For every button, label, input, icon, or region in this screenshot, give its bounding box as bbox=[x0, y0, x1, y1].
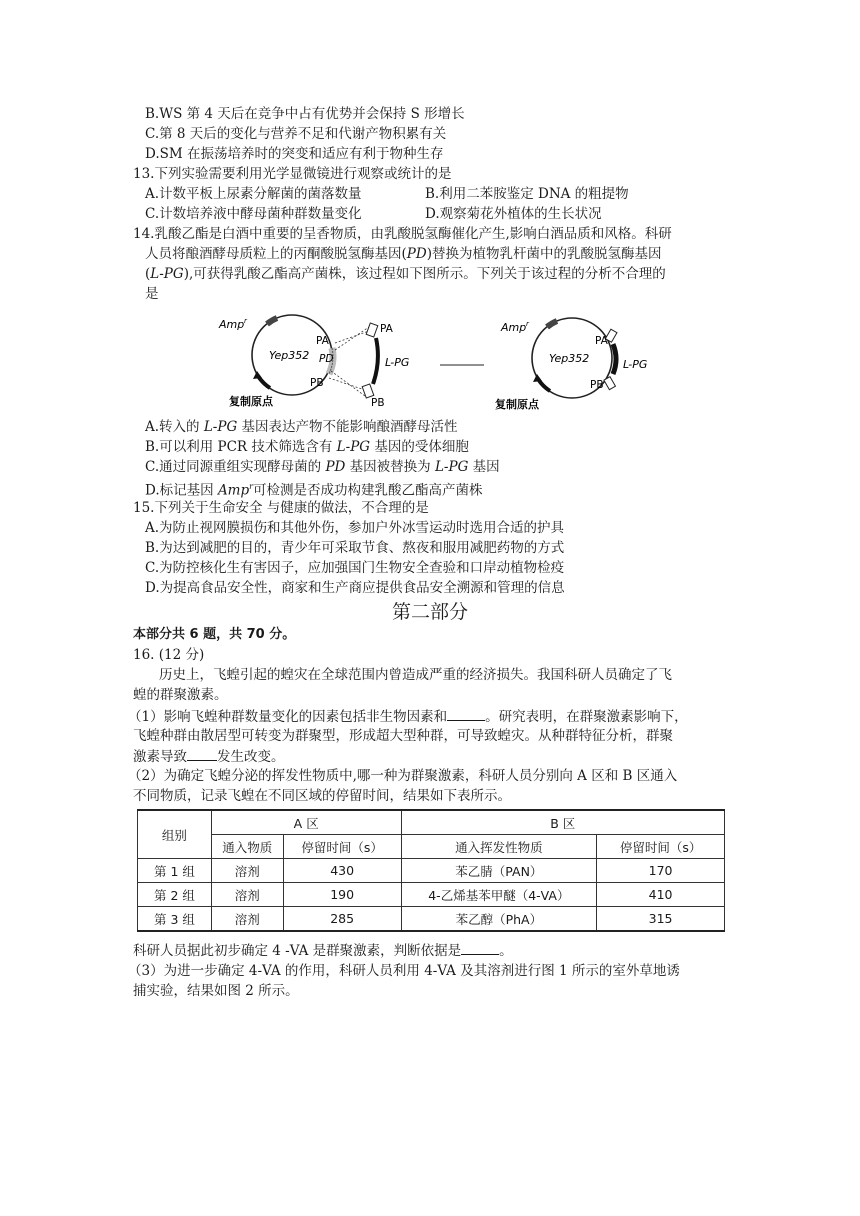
part2-title: 第二部分 bbox=[391, 601, 468, 623]
q14-stem-line3 bbox=[145, 264, 666, 284]
answer-blank[interactable] bbox=[447, 706, 485, 721]
left-plasmid bbox=[218, 315, 409, 409]
right-pa-label: PA bbox=[595, 335, 608, 347]
q14-text: ),可获得乳酸乙酯高产菌株，该过程如下图所示。下列关于该过程的分析不合理的 bbox=[183, 266, 666, 282]
left-pd-label: PD bbox=[319, 353, 334, 365]
right-lpg-label: L-PG bbox=[623, 358, 648, 371]
q14-text: )替换为植物乳杆菌中的乳酸脱氢酶基因 bbox=[426, 246, 662, 262]
left-amp-sup: r bbox=[244, 317, 247, 325]
right-plasmid bbox=[495, 318, 647, 411]
table-subheader-row bbox=[138, 835, 725, 859]
cell-b-substance: 苯乙腈（PAN） bbox=[401, 859, 597, 883]
q14-opt-text: 基因表达产物不能影响酿酒酵母活性 bbox=[237, 419, 458, 435]
q16-text: 发生改变。 bbox=[217, 749, 285, 765]
q14-opt-text: 基因被替换为 bbox=[345, 459, 435, 475]
cell-b-time: 410 bbox=[597, 883, 725, 907]
q14-opt-text: 基因的受体细胞 bbox=[370, 439, 469, 455]
crossover-line bbox=[335, 327, 369, 350]
cell-a-time: 285 bbox=[283, 907, 401, 932]
q14-opt-gene: Amp bbox=[217, 482, 250, 499]
left-ori-arrow bbox=[253, 371, 262, 379]
right-pb-box bbox=[604, 377, 616, 390]
cell-a-substance: 溶剂 bbox=[211, 859, 283, 883]
donor-lpg-gene bbox=[373, 338, 378, 384]
crossover-line bbox=[331, 371, 365, 396]
left-pa-label: PA bbox=[316, 335, 329, 347]
left-amp-label: Amp bbox=[219, 318, 245, 331]
q14-option-b bbox=[145, 437, 469, 457]
q14-opt-gene: L-PG bbox=[434, 459, 469, 475]
header-a-time: 停留时间（s） bbox=[283, 835, 401, 859]
q15-option-a: A.为防止视网膜损伤和其他外伤，参加户外冰雪运动时选用合适的护具 bbox=[145, 520, 565, 536]
answer-blank[interactable] bbox=[461, 940, 499, 955]
q14-opt-gene: L-PG bbox=[336, 439, 371, 455]
table-row bbox=[138, 907, 725, 932]
donor-pa-label: PA bbox=[380, 323, 393, 335]
header-b-substance: 通入挥发性物质 bbox=[401, 835, 597, 859]
right-lpg-gene bbox=[613, 344, 616, 374]
plasmid-diagram bbox=[215, 308, 675, 416]
q14-opt-gene: PD bbox=[325, 459, 346, 475]
cell-group: 第 1 组 bbox=[138, 859, 212, 883]
q14-gene-lpg: L-PG bbox=[150, 266, 184, 282]
q16-part3-line1: （3）为进一步确定 4-VA 的作用，科研人员利用 4-VA 及其溶剂进行图 1 所示的室外草地诱 bbox=[128, 963, 680, 979]
q16-head: 16. (12 分) bbox=[133, 647, 205, 663]
q14-text: 人员将酿酒酵母质粒上的丙酮酸脱氢酶基因( bbox=[145, 246, 407, 262]
q16-part3-line2: 捕实验，结果如图 2 所示。 bbox=[133, 983, 299, 999]
cell-a-time: 190 bbox=[283, 883, 401, 907]
left-yep-label: Yep352 bbox=[269, 349, 310, 362]
q16-intro-line2: 蝗的群聚激素。 bbox=[133, 687, 228, 703]
q16-intro-line1: 历史上，飞蝗引起的蝗灾在全球范围内曾造成严重的经济损失。我国科研人员确定了飞 bbox=[159, 667, 672, 683]
left-amp-gene bbox=[267, 318, 277, 324]
left-ori-label: 复制原点 bbox=[229, 395, 273, 408]
q16-text: 。 bbox=[499, 943, 513, 959]
cell-a-substance: 溶剂 bbox=[211, 883, 283, 907]
q16-after-table bbox=[133, 940, 513, 961]
cell-b-substance: 4-乙烯基苯甲醚（4-VA） bbox=[401, 883, 597, 907]
cell-group: 第 3 组 bbox=[138, 907, 212, 932]
crossover-line bbox=[335, 331, 369, 343]
header-zone-b: B 区 bbox=[401, 810, 724, 835]
q16-part1-line2: 飞蝗种群由散居型可转变为群聚型，形成超大型种群，可导致蝗灾。从种群特征分析，群聚 bbox=[133, 728, 673, 744]
q16-part1-line3 bbox=[133, 746, 285, 767]
cell-b-time: 170 bbox=[597, 859, 725, 883]
table-row bbox=[138, 859, 725, 883]
header-a-substance: 通入物质 bbox=[211, 835, 283, 859]
donor-pb-label: PB bbox=[371, 397, 385, 409]
right-ori-label: 复制原点 bbox=[495, 398, 539, 411]
q12-option-c: C.第 8 天后的变化与营养不足和代谢产物积累有关 bbox=[145, 126, 447, 142]
q12-option-d: D.SM 在振荡培养时的突变和适应有利于物种生存 bbox=[145, 146, 444, 162]
q14-opt-gene: L-PG bbox=[203, 419, 238, 435]
header-zone-a: A 区 bbox=[211, 810, 401, 835]
table-header-row bbox=[138, 810, 725, 835]
q15-option-c: C.为防控核化生有害因子，应加强国门生物安全查验和口岸动植物检疫 bbox=[145, 560, 565, 576]
cell-b-substance: 苯乙醇（PhA） bbox=[401, 907, 597, 932]
q14-stem-line4: 是 bbox=[145, 286, 159, 302]
q15-stem: 15.下列关于生命安全 与健康的做法，不合理的是 bbox=[133, 500, 429, 516]
q15-option-b: B.为达到减肥的目的，青少年可采取节食、熬夜和服用减肥药物的方式 bbox=[145, 540, 565, 556]
q14-opt-text: D.标记基因 bbox=[145, 482, 218, 499]
q15-option-d: D.为提高食品安全性，商家和生产商应提供食品安全溯源和管理的信息 bbox=[145, 580, 565, 596]
q14-opt-text: 基因 bbox=[468, 459, 500, 475]
q14-stem-line1: 14.乳酸乙酯是白酒中重要的呈香物质，由乳酸脱氢酶催化产生,影响白酒品质和风格。科研 bbox=[133, 226, 672, 242]
q16-part2-line2: 不同物质，记录飞蝗在不同区域的停留时间，结果如下表所示。 bbox=[133, 788, 511, 804]
q16-part2-line1: （2）为确定飞蝗分泌的挥发性物质中,哪一种为群聚激素，科研人员分别向 A 区和 B 区通入 bbox=[128, 768, 678, 784]
q14-option-a bbox=[145, 417, 458, 437]
table-row bbox=[138, 883, 725, 907]
cell-a-substance: 溶剂 bbox=[211, 907, 283, 932]
q14-gene-pd: PD bbox=[406, 246, 427, 262]
q16-text: （1）影响飞蝗种群数量变化的因素包括非生物因素和 bbox=[128, 709, 448, 725]
q14-opt-text: A.转入的 bbox=[145, 419, 204, 435]
answer-blank[interactable] bbox=[187, 746, 217, 761]
q14-opt-text: B.可以利用 PCR 技术筛选含有 bbox=[145, 439, 337, 455]
q14-opt-text: C.通过同源重组实现酵母菌的 bbox=[145, 459, 326, 475]
q14-opt-text: 可检测是否成功构建乳酸乙酯高产菌株 bbox=[252, 482, 483, 499]
donor-pb-box bbox=[362, 384, 374, 398]
right-ori-arrow bbox=[533, 374, 542, 382]
cell-b-time: 315 bbox=[597, 907, 725, 932]
crossover-line bbox=[329, 378, 365, 390]
right-amp-sup: r bbox=[526, 320, 529, 328]
right-yep-label: Yep352 bbox=[549, 352, 590, 365]
q12-option-b: B.WS 第 4 天后在竞争中占有优势并会保持 S 形增长 bbox=[145, 106, 465, 122]
donor-pa-box bbox=[366, 323, 378, 337]
right-amp-label: Amp bbox=[501, 321, 527, 334]
q13-option-a: A.计数平板上尿素分解菌的菌落数量 bbox=[145, 186, 362, 202]
left-pb-label: PB bbox=[310, 377, 324, 389]
q16-text: 。研究表明，在群聚激素影响下， bbox=[485, 709, 688, 725]
q14-stem-line2 bbox=[145, 244, 661, 264]
q13-option-b: B.利用二苯胺鉴定 DNA 的粗提物 bbox=[425, 186, 629, 202]
q14-option-c bbox=[145, 457, 500, 477]
q16-text: 激素导致 bbox=[133, 749, 187, 765]
cell-group: 第 2 组 bbox=[138, 883, 212, 907]
donor-lpg-label: L-PG bbox=[385, 356, 410, 369]
right-amp-gene bbox=[547, 321, 557, 327]
header-b-time: 停留时间（s） bbox=[597, 835, 725, 859]
right-pb-label: PB bbox=[590, 379, 604, 391]
q13-stem: 13.下列实验需要利用光学显微镜进行观察或统计的是 bbox=[133, 166, 452, 182]
q13-option-c: C.计数培养液中酵母菌种群数量变化 bbox=[145, 206, 362, 222]
q16-text: 科研人员据此初步确定 4 -VA 是群聚激素，判断依据是 bbox=[133, 943, 462, 959]
cell-a-time: 430 bbox=[283, 859, 401, 883]
part2-subtitle: 本部分共 6 题，共 70 分。 bbox=[133, 627, 296, 642]
q14-text: ( bbox=[145, 266, 151, 282]
header-group: 组别 bbox=[138, 810, 212, 859]
q16-part1-line1 bbox=[128, 706, 688, 727]
q14-opt-sup: r bbox=[249, 482, 253, 491]
q14-option-d bbox=[145, 477, 482, 501]
results-table bbox=[137, 809, 725, 932]
q13-option-d: D.观察菊花外植体的生长状况 bbox=[425, 206, 602, 222]
